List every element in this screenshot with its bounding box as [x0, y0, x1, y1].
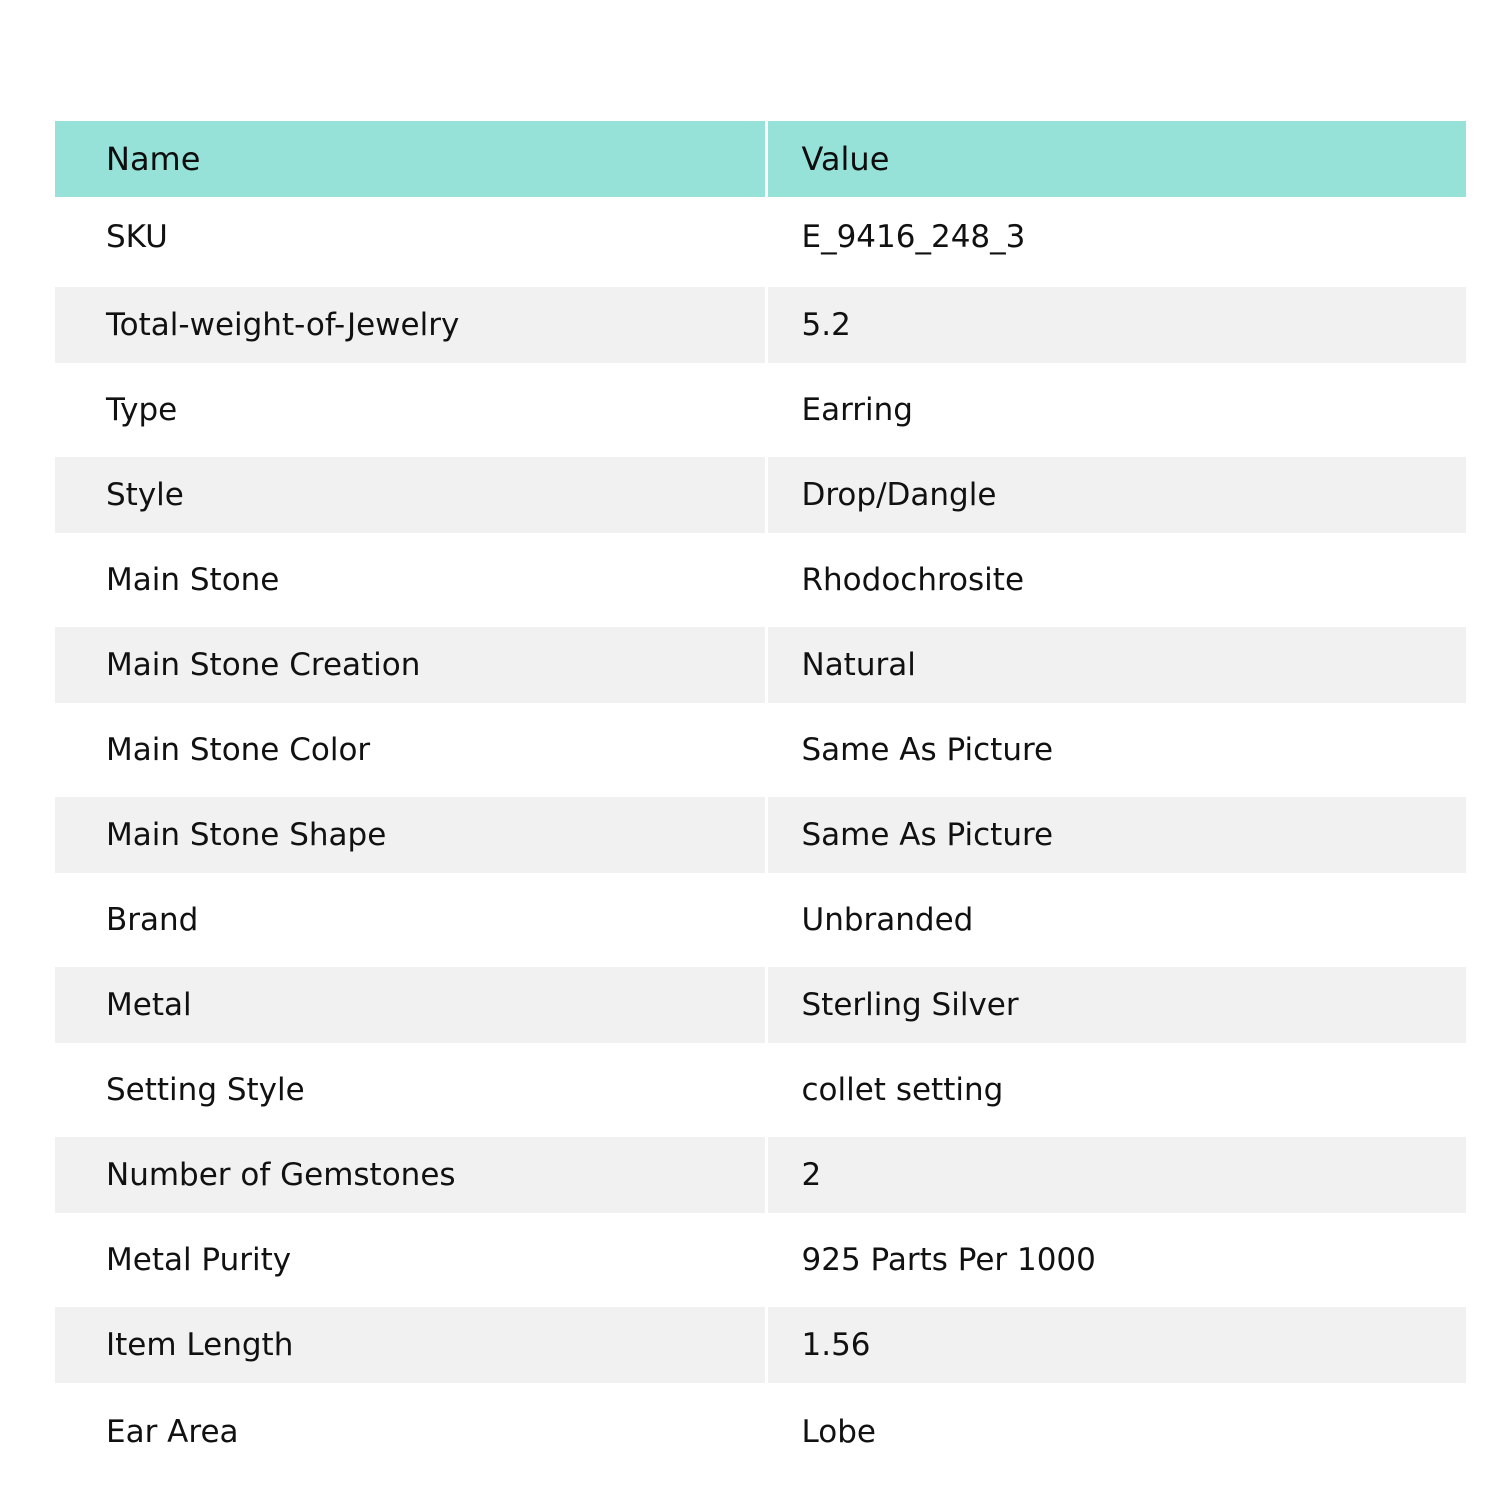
row-value-sku: E_9416_248_3 — [801, 219, 1026, 256]
row-value-main-stone: Rhodochrosite — [801, 561, 1025, 598]
row-value-item-length: 1.56 — [766, 1302, 1466, 1387]
specifications-table — [55, 121, 1466, 1472]
table-row — [55, 1302, 1466, 1387]
table-row — [55, 1217, 1466, 1302]
row-value-number-of-gemstones: 2 — [766, 1132, 1466, 1217]
row-value-total-weight: 5.2 — [766, 282, 1466, 367]
row-value-main-stone-creation: Natural — [766, 622, 1466, 707]
table-row — [55, 962, 1466, 1047]
table-row — [55, 792, 1466, 877]
row-name-metal: Metal — [55, 962, 766, 1047]
row-value-type: Earring — [801, 391, 913, 428]
table-row — [55, 537, 1466, 622]
row-value-ear-area: Lobe — [801, 1413, 876, 1450]
table-row — [55, 197, 1466, 282]
row-value-main-stone-color: Same As Picture — [801, 731, 1054, 768]
row-name-number-of-gemstones: Number of Gemstones — [55, 1132, 766, 1217]
row-name-style: Style — [55, 452, 766, 537]
row-name-main-stone-creation: Main Stone Creation — [55, 622, 766, 707]
table-row — [55, 452, 1466, 537]
table-row — [55, 1047, 1466, 1132]
row-value-setting-style: collet setting — [801, 1071, 1004, 1108]
row-value-style: Drop/Dangle — [766, 452, 1466, 537]
row-value-metal: Sterling Silver — [766, 962, 1466, 1047]
table-row — [55, 707, 1466, 792]
table-row — [55, 1132, 1466, 1217]
row-name-main-stone-shape: Main Stone Shape — [55, 792, 766, 877]
row-name-setting-style: Setting Style — [55, 1047, 766, 1132]
table-row — [55, 622, 1466, 707]
table-row — [55, 282, 1466, 367]
header-name: Name — [55, 121, 766, 197]
row-name-sku: SKU — [55, 197, 766, 282]
row-name-ear-area: Ear Area — [55, 1387, 766, 1472]
row-name-total-weight: Total-weight-of-Jewelry — [55, 282, 766, 367]
header-value: Value — [801, 140, 890, 178]
row-name-metal-purity: Metal Purity — [55, 1217, 766, 1302]
table-row — [55, 877, 1466, 962]
row-name-brand: Brand — [55, 877, 766, 962]
row-value-brand: Unbranded — [801, 901, 974, 938]
table-row — [55, 1387, 1466, 1472]
table-header-row — [55, 121, 1466, 197]
row-name-item-length: Item Length — [55, 1302, 766, 1387]
table-row — [55, 367, 1466, 452]
row-value-main-stone-shape: Same As Picture — [766, 792, 1466, 877]
row-value-metal-purity: 925 Parts Per 1000 — [801, 1241, 1096, 1278]
row-name-main-stone: Main Stone — [55, 537, 766, 622]
row-name-type: Type — [55, 367, 766, 452]
row-name-main-stone-color: Main Stone Color — [55, 707, 766, 792]
